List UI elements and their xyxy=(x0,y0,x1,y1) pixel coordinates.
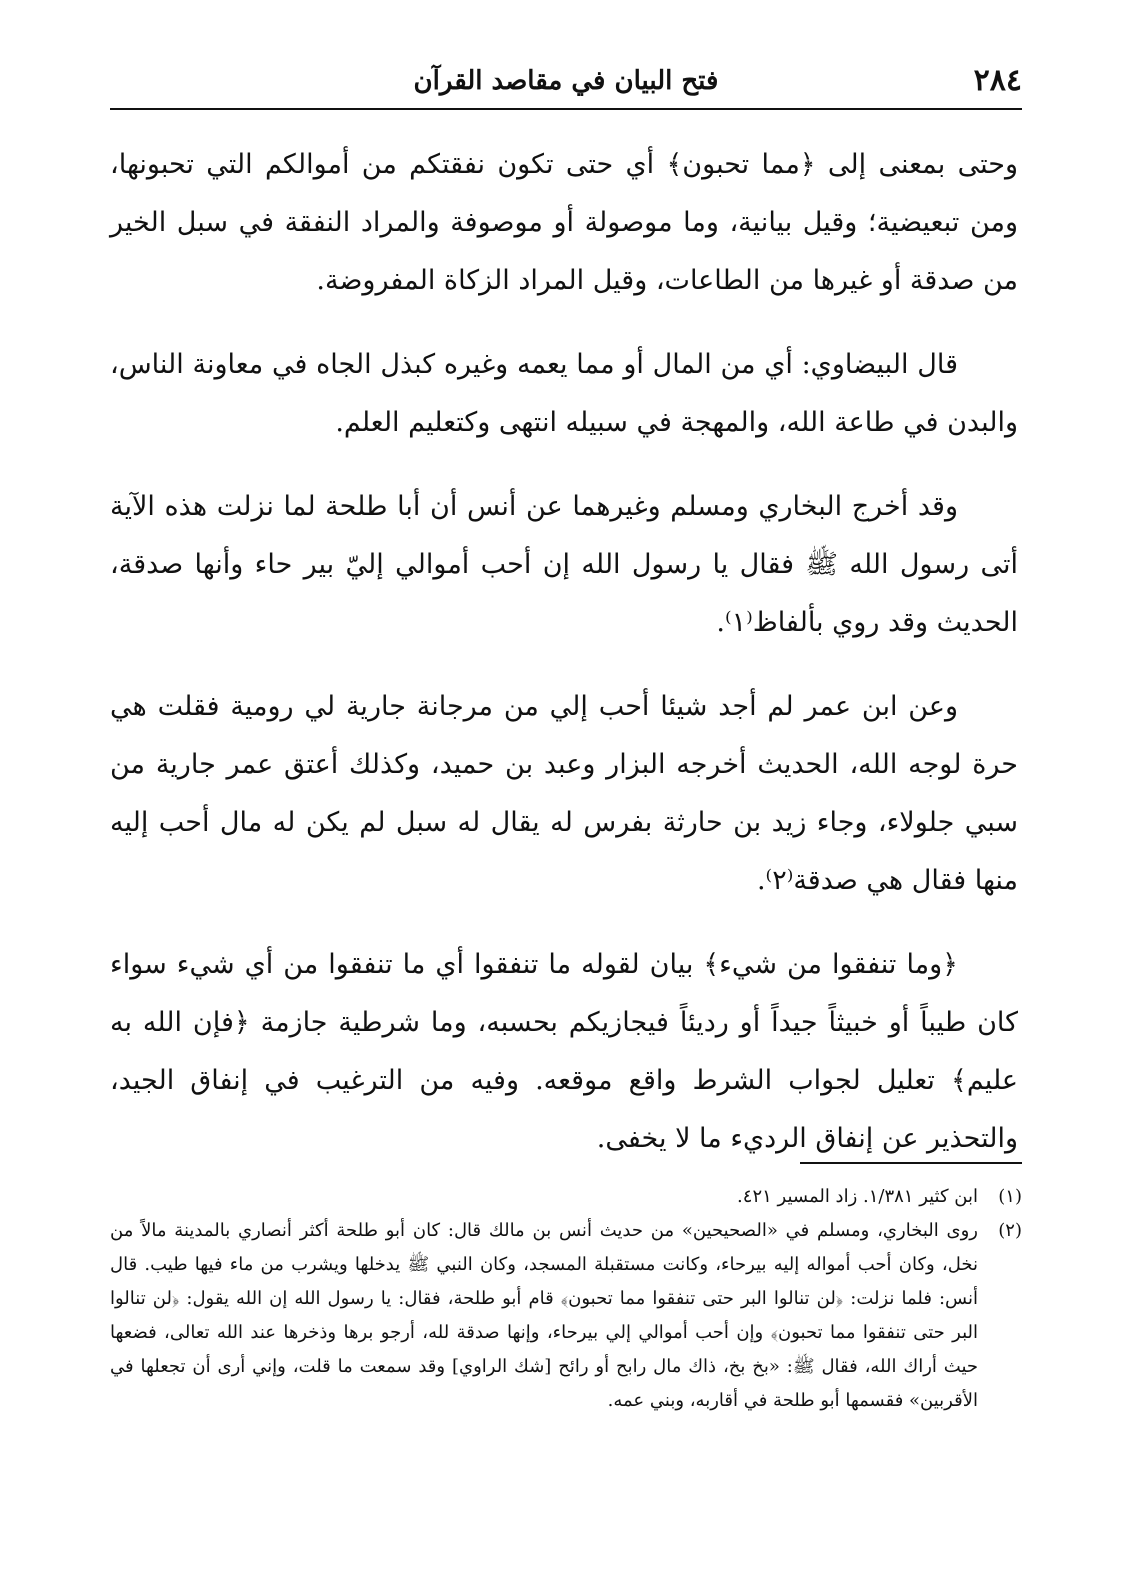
paragraph-2: قال البيضاوي: أي من المال أو مما يعمه وغيره كبذل الجاه في معاونة الناس، والبدن في طاعة الله، والمهجة في سبيله انتهى وكتعليم العلم. xyxy=(110,349,1018,438)
footnote-1 xyxy=(110,1180,1022,1214)
main-text xyxy=(110,136,1018,1194)
paragraph-1: وحتى بمعنى إلى ﴿مما تحبون﴾ أي حتى تكون نفقتكم من أموالكم التي تحبونها، ومن تبعيضية؛ وقيل بيانية، وما موصولة أو موصوفة والمراد النفقة في سبل الخير من صدقة أو غيرها من الطاعات، وقيل المراد الزكاة المفروضة. xyxy=(110,149,1018,296)
footnote-2 xyxy=(110,1214,1022,1418)
page-number: ٢٨٤ xyxy=(973,63,1022,98)
header-rule xyxy=(110,108,1022,110)
running-title: فتح البيان في مقاصد القرآن xyxy=(413,66,719,96)
footnote-number: (٢) xyxy=(998,1220,1022,1241)
paragraph-5: ﴿وما تنفقوا من شيء﴾ بيان لقوله ما تنفقوا أي ما تنفقوا من أي شيء سواء كان طيباً أو خبيثاً جيداً أو رديئاً فيجازيكم بحسبه، وما شرطية جازمة ﴿فإن الله به عليم﴾ تعليل لجواب الشرط واقع موقعه. وفيه من الترغيب في إنفاق الجيد، والتحذير عن إنفاق الرديء ما لا يخفى. xyxy=(110,949,1018,1154)
page-header xyxy=(110,58,1022,108)
footnotes xyxy=(110,1180,1022,1418)
footnote-rule xyxy=(800,1162,1022,1164)
paragraph-3: وقد أخرج البخاري ومسلم وغيرهما عن أنس أن أبا طلحة لما نزلت هذه الآية أتى رسول الله ﷺ فقال يا رسول الله إن أحب أموالي إليّ بير حاء وأنها صدقة، الحديث وقد روي بألفاظ⁽١⁾. xyxy=(110,491,1018,638)
footnote-number: (١) xyxy=(998,1186,1022,1207)
footnote-text: ابن كثير ١/٣٨١. زاد المسير ٤٢١. xyxy=(737,1186,978,1207)
footnote-text: روى البخاري، ومسلم في «الصحيحين» من حديث أنس بن مالك قال: كان أبو طلحة أكثر أنصاري بالمدينة مالاً من نخل، وكان أحب أمواله إليه بيرحاء، وكانت مستقبلة المسجد، وكان النبي ﷺ يدخلها ويشرب من ماء فيها طيب. قال أنس: فلما نزلت: ﴿لن تنالوا البر حتى تنفقوا مما تحبون﴾ قام أبو طلحة، فقال: يا رسول الله إن الله يقول: ﴿لن تنالوا البر حتى تنفقوا مما تحبون﴾ وإن أحب أموالي إلي بيرحاء، وإنها صدقة لله، أرجو برها وذخرها عند الله تعالى، فضعها حيث أراك الله، فقال ﷺ: «بخ بخ، ذاك مال رابح أو رائح [شك الراوي] وقد سمعت ما قلت، وإني أرى أن تجعلها في الأقربين» فقسمها أبو طلحة في أقاربه، وبني عمه. xyxy=(110,1220,979,1411)
paragraph-4: وعن ابن عمر لم أجد شيئا أحب إلي من مرجانة جارية لي رومية فقلت هي حرة لوجه الله، الحديث أخرجه البزار وعبد بن حميد، وكذلك أعتق عمر جارية من سبي جلولاء، وجاء زيد بن حارثة بفرس له يقال له سبل لم يكن له مال أحب إليه منها فقال هي صدقة⁽٢⁾. xyxy=(110,691,1018,896)
